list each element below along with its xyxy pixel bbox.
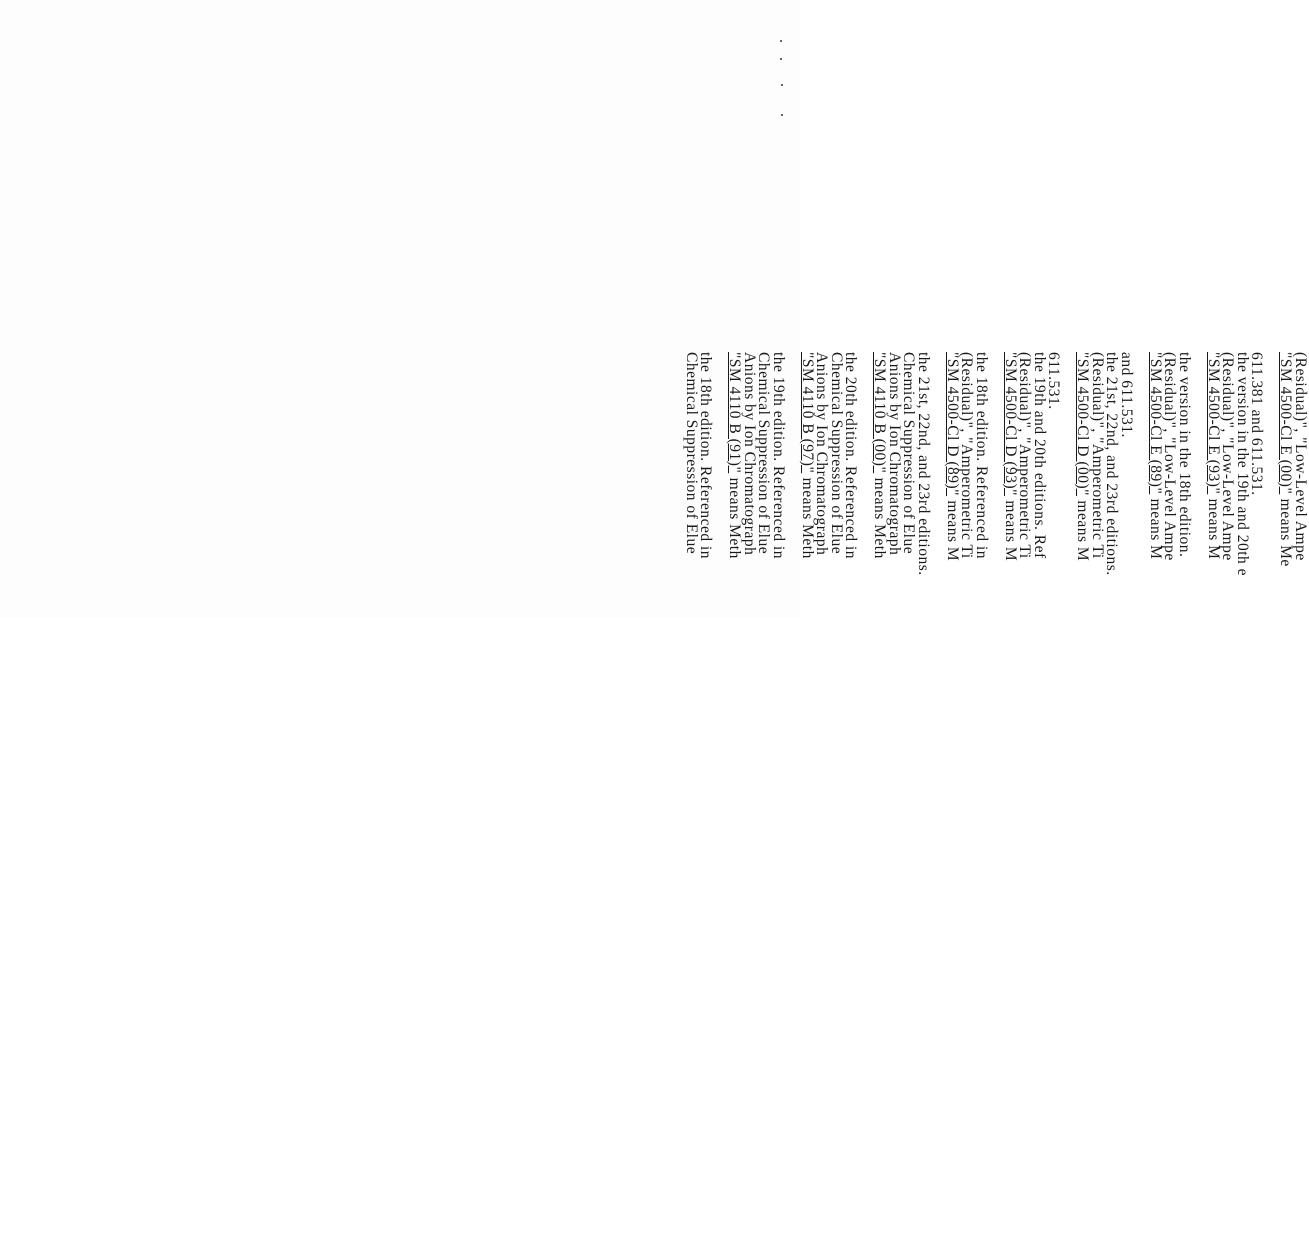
- text-line: "SM 4500-Cl D (89)" means M: [944, 352, 961, 562]
- text-line: "SM 4500-Cl D (00)" means M: [1074, 352, 1092, 562]
- text-line: "SM 4500-Cl D (93)" means M: [1002, 352, 1019, 562]
- text-line: Chemical Suppression of Elue: [900, 352, 918, 555]
- text-line: and 611.531.: [1118, 352, 1135, 438]
- text-line: Anions by Ion Chromatograph: [813, 352, 831, 556]
- text-line: Anions by Ion Chromatograph: [886, 352, 903, 556]
- text-line: Chemical Suppression of Elue: [828, 352, 845, 555]
- text-line: the 20th edition. Referenced in: [842, 352, 860, 560]
- text-line: Anions by Ion Chromatograph: [741, 352, 758, 556]
- text-line: (Residual)", "Amperometric Ti: [1016, 352, 1034, 559]
- text-line: (Residual)", "Low-Level Ampe: [1292, 352, 1309, 561]
- text-line: "SM 4500-Cl E (00)" means Me: [1277, 352, 1295, 567]
- text-line: "SM 4500-Cl E (93)" means M: [1205, 352, 1222, 560]
- text-line: the 19th and 20th editions. Ref: [1031, 352, 1048, 559]
- text-line: 611.381 and 611.531.: [1248, 352, 1266, 496]
- scanned-page: [0, 0, 1309, 618]
- text-line: "SM 4110 B (97)" means Meth: [799, 352, 816, 559]
- text-line: the 19th edition. Referenced in: [770, 352, 787, 560]
- text-line: (Residual)", "Amperometric Ti: [958, 352, 976, 559]
- text-line: the 21st, 22nd, and 23rd editions.: [1103, 352, 1121, 576]
- text-line: the version in the 19th and 20th e: [1234, 352, 1251, 577]
- text-line: the version in the 18th edition.: [1176, 352, 1193, 558]
- text-line: "SM 4500-Cl E (89)" means M: [1147, 352, 1164, 560]
- text-line: the 21st, 22nd, and 23rd editions.: [915, 352, 932, 576]
- scan-marks: [776, 40, 786, 130]
- text-line: 611.531.: [1045, 352, 1063, 410]
- text-line: the 18th edition. Referenced in: [697, 352, 715, 560]
- text-line: Chemical Suppression of Elue: [683, 352, 700, 555]
- text-line: (Residual)", "Amperometric Ti: [1089, 352, 1106, 559]
- text-line: Chemical Suppression of Elue: [755, 352, 773, 555]
- rotated-text-block: [0, 352, 1309, 1252]
- text-line: (Residual)", "Low-Level Ampe: [1219, 352, 1237, 561]
- text-line: (Residual)", "Low-Level Ampe: [1161, 352, 1179, 561]
- text-line: the 18th edition. Referenced in: [973, 352, 990, 560]
- text-line: "SM 4110 B (00)" means Meth: [871, 352, 889, 559]
- text-line: "SM 4110 B (91)" means Meth: [726, 352, 744, 559]
